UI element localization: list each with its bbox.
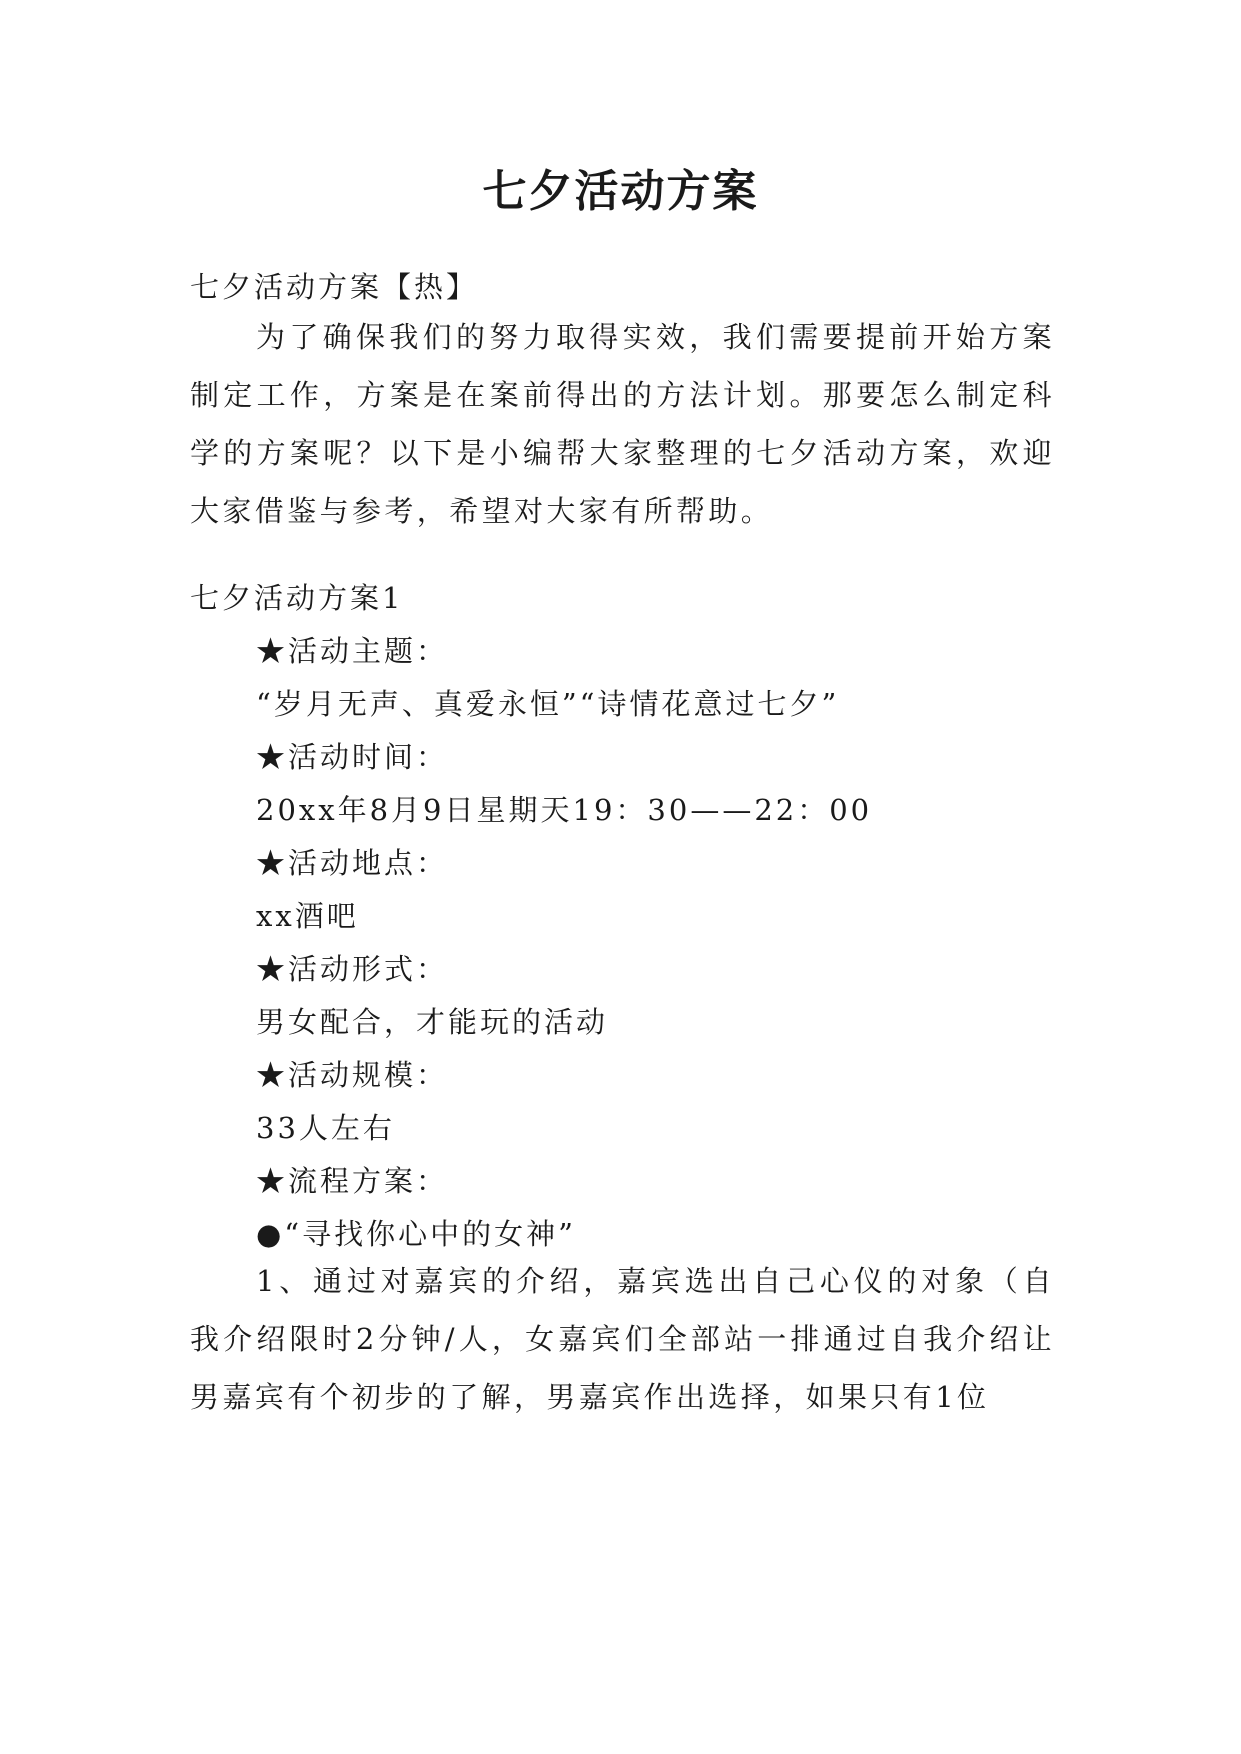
flow-label: ★流程方案： — [256, 1164, 449, 1198]
theme-value: “岁月无声、真爱永恒”“诗情花意过七夕” — [256, 687, 840, 721]
place-label: ★活动地点： — [256, 846, 449, 880]
step-1-paragraph: 1、通过对嘉宾的介绍，嘉宾选出自己心仪的对象（自我介绍限时2分钟/人，女嘉宾们全部站一排通过自我介绍让男嘉宾有个初步的了解，男嘉宾作出选择，如果只有1位 — [190, 1264, 1055, 1414]
form-label: ★活动形式： — [256, 952, 449, 986]
scale-value: 33人左右 — [256, 1111, 395, 1145]
flow-item: ●“寻找你心中的女神” — [256, 1217, 576, 1251]
time-value: 20xx年8月9日星期天19：30——22：00 — [256, 793, 873, 827]
time-label: ★活动时间： — [256, 740, 449, 774]
document-title: 七夕活动方案 — [482, 166, 759, 217]
intro-heading: 七夕活动方案【热】 — [190, 270, 479, 304]
place-value: xx酒吧 — [256, 899, 359, 933]
scale-label: ★活动规模： — [256, 1058, 449, 1092]
section-heading: 七夕活动方案1 — [190, 581, 404, 615]
intro-paragraph: 为了确保我们的努力取得实效，我们需要提前开始方案制定工作，方案是在案前得出的方法计划。那要怎么制定科学的方案呢？以下是小编帮大家整理的七夕活动方案，欢迎大家借鉴与参考，希望对大家有所帮助。 — [190, 320, 1055, 528]
theme-label: ★活动主题： — [256, 634, 449, 668]
form-value: 男女配合，才能玩的活动 — [256, 1005, 609, 1039]
